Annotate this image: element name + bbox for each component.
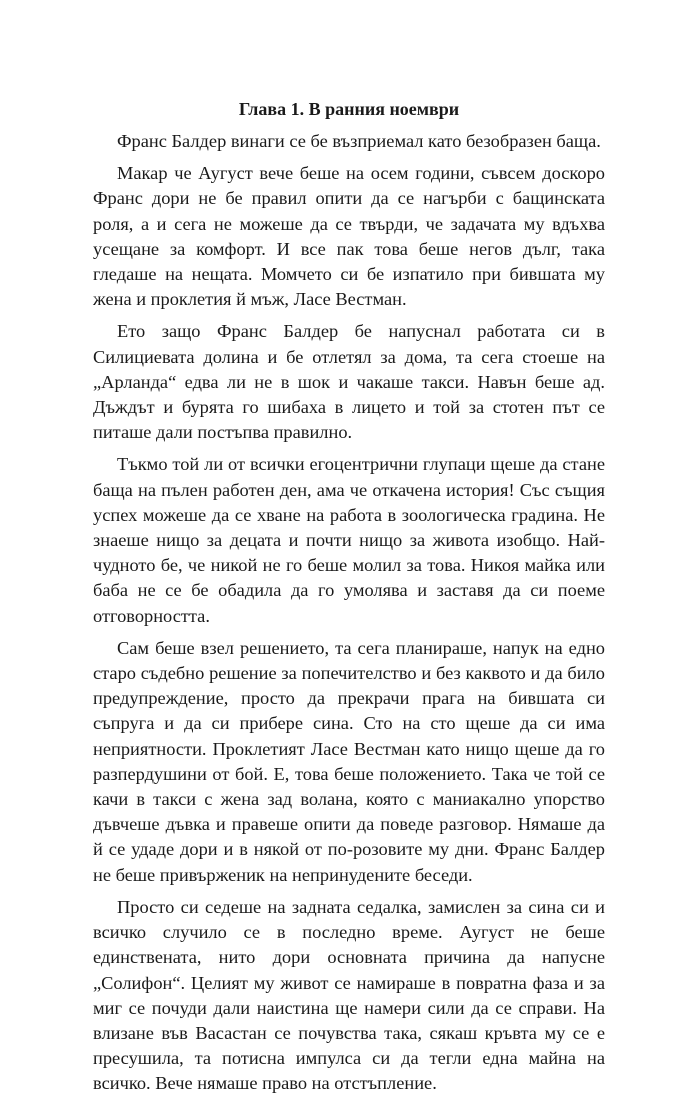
paragraph-4: Тъкмо той ли от всички егоцентрични глупаци щеше да стане баща на пълен работен ден, ама че откачена история! Със същия успех можеше да се хване на работа в зоологическа градина. Не знаеше нищо за децата и почти нищо за живота изобщо. Най-чудното бе, че никой не го беше молил за това. Никоя майка или баба не се бе обадила да го умолява и заставя да си поеме отговорността. [93,454,605,626]
paragraph-6: Просто си седеше на задната седалка, замислен за сина си и всичко случило се в последно време. Аугуст не беше единствената, нито дори основната причина да напусне „Солифон“. Целият му живот се намираше в повратна фаза и за миг се почуди дали наистина ще намери сили да се справи. На влизане във Васастан се почувства така, сякаш кръвта му се е пресушила, та потисна импулса си да тегли една майна на всичко. Вече нямаше право на отстъпление. [93,896,605,1094]
paragraph-1: Франс Балдер винаги се бе възприемал като безобразен баща. [117,131,601,151]
chapter-title: Глава 1. В ранния ноември [238,99,460,119]
paragraph-2: Макар че Аугуст вече беше на осем години, съвсем доскоро Франс дори не бе правил опити да се нагърби с бащинската роля, а и сега не можеше да се твърди, че задачата му вдъхва усещане за комфорт. И все пак това беше негов дълг, така гледаше на нещата. Момчето си бе изпатило при бившата му жена и проклетия й мъж, Ласе Вестман. [93,163,605,310]
paragraph-5: Сам беше взел решението, та сега планираше, напук на едно старо съдебно решение за попечителство и без каквото и да било предупреждение, просто да прекрачи прага на бившата си съпруга и да си прибере сина. Сто на сто щеше да си има неприятности. Проклетият Ласе Вестман като нищо щеше да го разпердушини от бой. Е, това беше положението. Така че той се качи в такси с жена зад волана, която с маниакално упорство дъвчеше дъвка и правеше опити да поведе разговор. Нямаше да й се удаде дори и в някой от по-розовите му дни. Франс Балдер не беше привърженик на непринудените беседи. [93,637,605,885]
book-page [93,98,605,1104]
paragraph-3: Ето защо Франс Балдер бе напуснал работата си в Силициевата долина и бе отлетял за дома, та сега стоеше на „Арланда“ едва ли не в шок и чакаше такси. Навън беше ад. Дъждът и бурята го шибаха в лицето и той за стотен път се питаше дали постъпва правилно. [93,321,605,443]
